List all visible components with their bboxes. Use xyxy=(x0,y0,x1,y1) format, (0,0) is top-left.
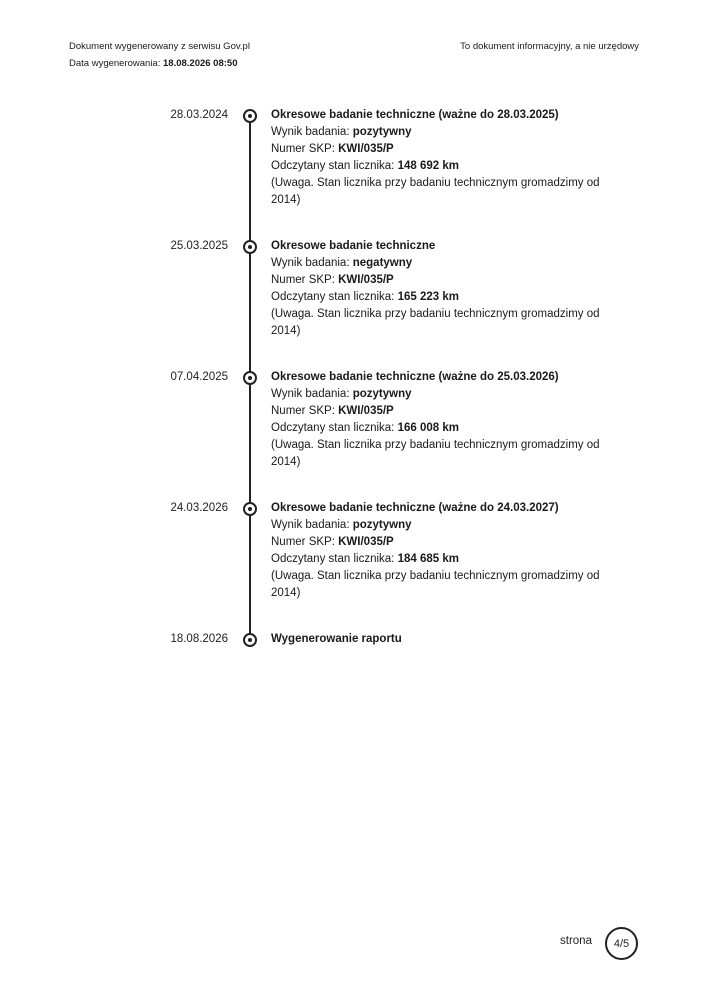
odometer-note: (Uwaga. Stan licznika przy badaniu technicznym gromadzimy od 2014) xyxy=(271,308,600,337)
odometer-value: 148 692 km xyxy=(397,160,459,172)
event-title: Okresowe badanie techniczne (ważne do 24.03.2027) xyxy=(271,502,559,514)
skp-number-line xyxy=(271,272,616,289)
odometer-value: 165 223 km xyxy=(397,291,459,303)
timeline-dot-icon xyxy=(243,109,257,123)
skp-number-line xyxy=(271,534,616,551)
event-date: 25.03.2025 xyxy=(170,240,228,252)
event-details xyxy=(271,369,616,471)
event-title: Okresowe badanie techniczne (ważne do 28.03.2025) xyxy=(271,109,559,121)
generated-date-label: Data wygenerowania: xyxy=(69,58,161,69)
event-title: Okresowe badanie techniczne xyxy=(271,240,436,252)
event-date: 07.04.2025 xyxy=(170,371,228,383)
event-title: Okresowe badanie techniczne (ważne do 25.03.2026) xyxy=(271,371,559,383)
event-date: 24.03.2026 xyxy=(170,502,228,514)
page-total: 5 xyxy=(623,937,630,950)
skp-value: KWI/035/P xyxy=(338,143,394,155)
odometer-line xyxy=(271,289,616,306)
result-value: pozytywny xyxy=(352,388,412,400)
odometer-line xyxy=(271,158,616,175)
skp-value: KWI/035/P xyxy=(338,274,394,286)
page-label: strona xyxy=(560,935,592,947)
generated-from-text: Dokument wygenerowany z serwisu Gov.pl xyxy=(69,41,250,52)
page-number-badge xyxy=(605,927,638,960)
odometer-label: Odczytany stan licznika: xyxy=(271,422,395,434)
result-value: negatywny xyxy=(352,257,413,269)
event-date: 18.08.2026 xyxy=(170,633,228,645)
result-value: pozytywny xyxy=(352,126,412,138)
skp-value: KWI/035/P xyxy=(338,405,394,417)
odometer-note: (Uwaga. Stan licznika przy badaniu technicznym gromadzimy od 2014) xyxy=(271,570,600,599)
event-title: Wygenerowanie raportu xyxy=(271,633,402,645)
event-details xyxy=(271,238,616,340)
odometer-label: Odczytany stan licznika: xyxy=(271,291,395,303)
odometer-line xyxy=(271,551,616,568)
skp-label: Numer SKP: xyxy=(271,274,335,286)
odometer-label: Odczytany stan licznika: xyxy=(271,160,395,172)
timeline-dot-icon xyxy=(243,371,257,385)
inspection-result-line xyxy=(271,517,616,534)
skp-label: Numer SKP: xyxy=(271,536,335,548)
event-details xyxy=(271,107,616,209)
result-value: pozytywny xyxy=(352,519,412,531)
event-details xyxy=(271,500,616,602)
result-label: Wynik badania: xyxy=(271,388,350,400)
skp-label: Numer SKP: xyxy=(271,405,335,417)
odometer-line xyxy=(271,420,616,437)
odometer-value: 184 685 km xyxy=(397,553,459,565)
odometer-value: 166 008 km xyxy=(397,422,459,434)
inspection-result-line xyxy=(271,124,616,141)
page-current: 4 xyxy=(613,937,620,950)
odometer-label: Odczytany stan licznika: xyxy=(271,553,395,565)
skp-label: Numer SKP: xyxy=(271,143,335,155)
odometer-note: (Uwaga. Stan licznika przy badaniu technicznym gromadzimy od 2014) xyxy=(271,439,600,468)
result-label: Wynik badania: xyxy=(271,126,350,138)
inspection-result-line xyxy=(271,386,616,403)
skp-value: KWI/035/P xyxy=(338,536,394,548)
skp-number-line xyxy=(271,141,616,158)
odometer-note: (Uwaga. Stan licznika przy badaniu technicznym gromadzimy od 2014) xyxy=(271,177,600,206)
timeline-dot-icon xyxy=(243,502,257,516)
inspection-result-line xyxy=(271,255,616,272)
result-label: Wynik badania: xyxy=(271,519,350,531)
event-details xyxy=(271,631,616,648)
skp-number-line xyxy=(271,403,616,420)
disclaimer-text: To dokument informacyjny, a nie urzędowy xyxy=(460,41,639,52)
timeline-dot-icon xyxy=(243,633,257,647)
event-date: 28.03.2024 xyxy=(170,109,228,121)
result-label: Wynik badania: xyxy=(271,257,350,269)
page-separator: / xyxy=(619,937,624,950)
timeline-dot-icon xyxy=(243,240,257,254)
generated-date-value: 18.08.2026 08:50 xyxy=(163,58,238,69)
